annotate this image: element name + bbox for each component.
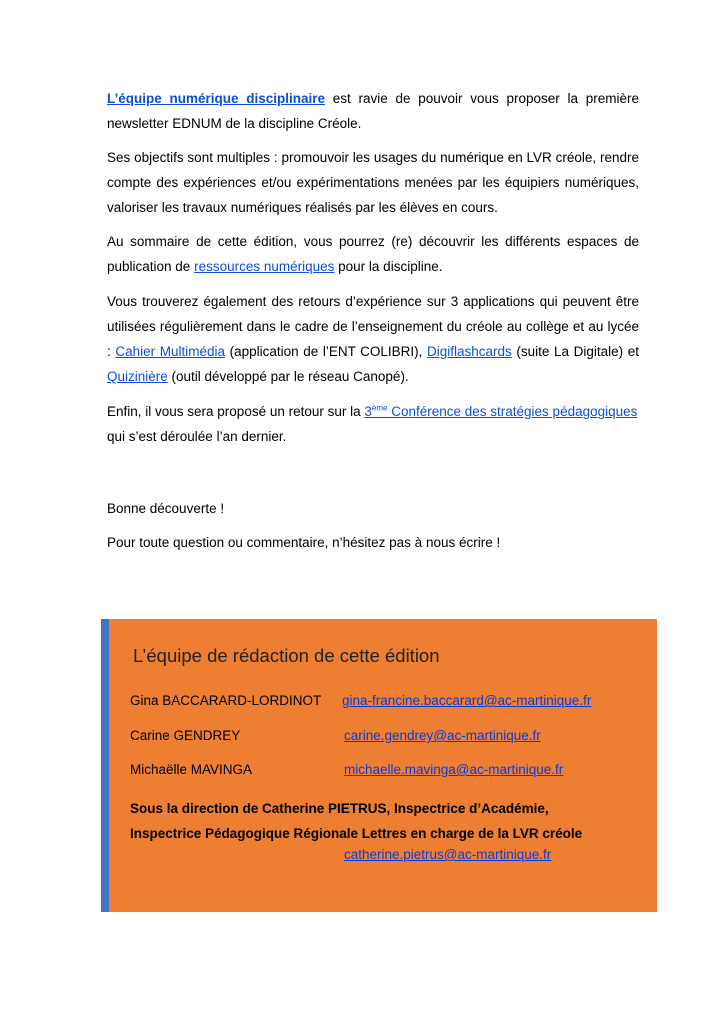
member-name: Gina BACCARARD-LORDINOT [130, 693, 322, 708]
closing-contact: Pour toute question ou commentaire, n’hésitez pas à nous écrire ! [107, 535, 501, 550]
digiflashcards-link[interactable]: Digiflashcards [427, 344, 512, 359]
summary-text-start: Au sommaire de cette édition, vous pourrez (re) découvrir les différents espaces de publication de [107, 234, 639, 274]
apps-text-1: Vous trouverez également des retours d’expérience sur 3 applications qui peuvent être utilisées régulièrement dans le cadre de l’enseignement du créole au collège et au lycée : [107, 294, 639, 359]
resources-link[interactable]: ressources numériques [194, 259, 335, 274]
team-member-row [130, 728, 541, 743]
member-name: Carine GENDREY [130, 728, 241, 743]
editorial-team-box [101, 619, 657, 912]
member-email-link[interactable]: carine.gendrey@ac-martinique.fr [344, 728, 541, 743]
closing-greeting: Bonne découverte ! [107, 501, 225, 516]
member-name: Michaëlle MAVINGA [130, 762, 253, 777]
director-email-link[interactable]: catherine.pietrus@ac-martinique.fr [344, 847, 552, 862]
member-email-link[interactable]: michaelle.mavinga@ac-martinique.fr [344, 762, 564, 777]
intro-text: est ravie de pouvoir vous proposer la première newsletter EDNUM de la discipline Créole. [107, 91, 639, 131]
direction-statement: Sous la direction de Catherine PIETRUS, Inspectrice d’Académie, Inspectrice Pédagogique Régionale Lettres en charge de la LVR créole [130, 801, 583, 841]
summary-text-end: pour la discipline. [334, 259, 443, 274]
conference-paragraph [107, 399, 639, 449]
apps-text-3: (suite La Digitale) et [511, 344, 639, 359]
conference-link[interactable]: 3ème Conférence des stratégies pédagogiques [364, 403, 638, 419]
apps-text-4: (outil développé par le réseau Canopé). [167, 369, 409, 384]
conference-text-end: qui s’est déroulée l’an dernier. [107, 429, 287, 444]
team-link[interactable]: L’équipe numérique disciplinaire [107, 91, 326, 106]
objectives-text: Ses objectifs sont multiples : promouvoir les usages du numérique en LVR créole, rendre compte des expériences et/ou expérimentations menées par les équipiers numériques, valoriser les travaux numériques réalisés par les élèves en cours. [107, 150, 639, 215]
member-email-link[interactable]: gina-francine.baccarard@ac-martinique.fr [342, 693, 592, 708]
editorial-team-title: L’équipe de rédaction de cette édition [133, 645, 440, 666]
cahier-multimedia-link[interactable]: Cahier Multimédia [115, 344, 225, 359]
conference-text-start: Enfin, il vous sera proposé un retour sur la [107, 404, 365, 419]
quiziniere-link[interactable]: Quizinière [107, 369, 168, 384]
team-member-row [130, 762, 564, 777]
apps-text-2: (application de l’ENT COLIBRI), [224, 344, 428, 359]
apps-paragraph [107, 289, 639, 414]
team-member-row [130, 693, 592, 708]
